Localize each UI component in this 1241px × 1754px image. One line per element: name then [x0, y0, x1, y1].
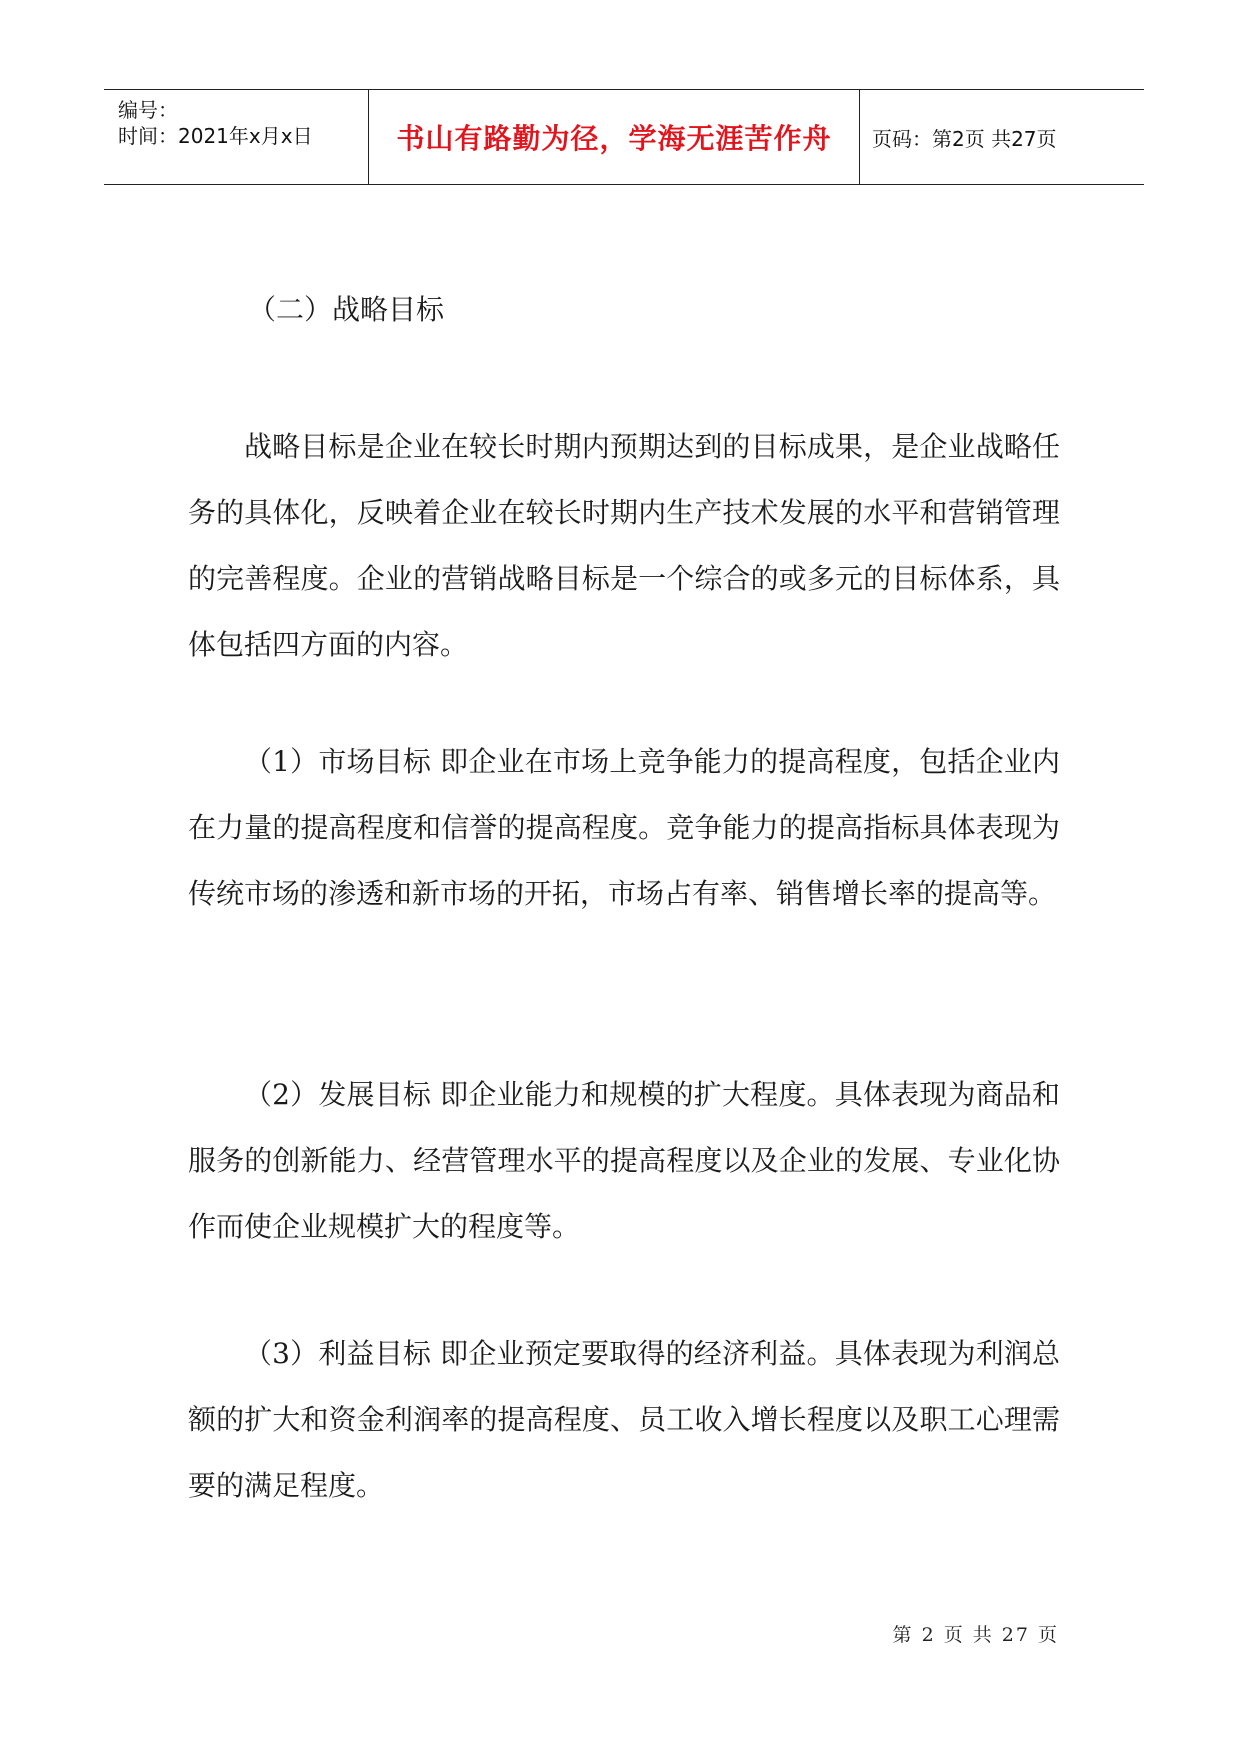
body-paragraph-4 [188, 1321, 1060, 1519]
paragraph-text: （1）市场目标 即企业在市场上竞争能力的提高程度，包括企业内在力量的提高程度和信誉的提高程度。竞争能力的提高指标具体表现为传统市场的渗透和新市场的开拓，市场占有率、销售增长率的提高等。 [188, 745, 1060, 910]
document-time-label: 时间：2021年x月x日 [118, 124, 313, 148]
header-motto: 书山有路勤为径，学海无涯苦作舟 [369, 90, 860, 184]
page-header [104, 89, 1144, 185]
section-heading: （二）战略目标 [248, 293, 445, 326]
paragraph-text: 战略目标是企业在较长时期内预期达到的目标成果，是企业战略任务的具体化，反映着企业在较长时期内生产技术发展的水平和营销管理的完善程度。企业的营销战略目标是一个综合的或多元的目标体系，具体包括四方面的内容。 [188, 430, 1060, 661]
body-paragraph-2 [188, 729, 1060, 927]
header-meta [104, 90, 369, 184]
paragraph-text: （3）利益目标 即企业预定要取得的经济利益。具体表现为利润总额的扩大和资金利润率的提高程度、员工收入增长程度以及职工心理需要的满足程度。 [188, 1337, 1060, 1502]
page-footer: 第 2 页 共 27 页 [892, 1624, 1059, 1646]
body-paragraph-1 [188, 414, 1060, 678]
body-paragraph-3 [188, 1062, 1060, 1260]
header-page-label: 页码：第2页 共27页 [872, 126, 1057, 151]
paragraph-text: （2）发展目标 即企业能力和规模的扩大程度。具体表现为商品和服务的创新能力、经营管理水平的提高程度以及企业的发展、专业化协作而使企业规模扩大的程度等。 [188, 1078, 1060, 1243]
document-number-label: 编号： [118, 98, 178, 122]
